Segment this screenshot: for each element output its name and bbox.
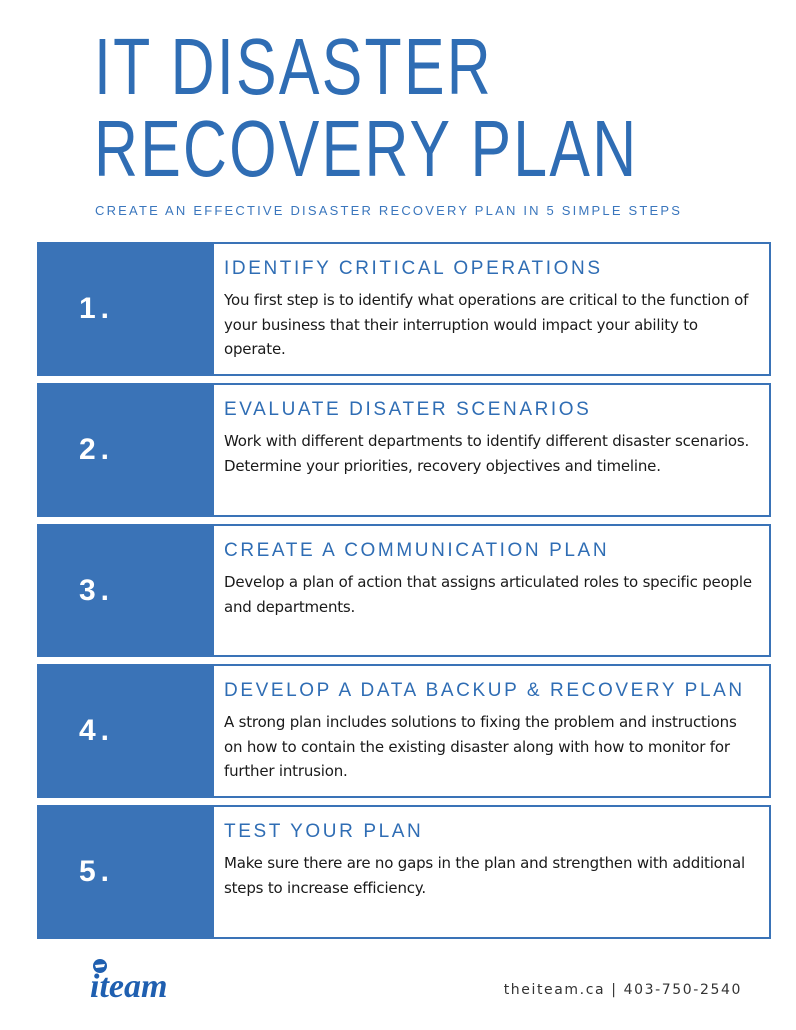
step-number-box <box>39 385 214 515</box>
step-content <box>224 680 759 784</box>
step-number: 4. <box>79 714 115 747</box>
step-number-box <box>39 526 214 655</box>
step-number-box <box>39 244 214 374</box>
iteam-logo <box>88 955 168 1007</box>
step-description: Work with different departments to identify different disaster scenarios. Determine your priorities, recovery objectives and timeline. <box>224 432 750 475</box>
step-content <box>224 540 759 619</box>
step-card-2 <box>37 383 771 517</box>
step-title: IDENTIFY CRITICAL OPERATIONS <box>224 258 603 279</box>
step-title: TEST YOUR PLAN <box>224 821 424 842</box>
step-number-box <box>39 807 214 937</box>
step-card-1 <box>37 242 771 376</box>
step-content <box>224 821 759 900</box>
step-description: Develop a plan of action that assigns articulated roles to specific people and departments. <box>224 573 752 616</box>
page-title <box>94 22 639 193</box>
step-title: DEVELOP A DATA BACKUP & RECOVERY PLAN <box>224 680 745 701</box>
footer-contact: theiteam.ca | 403-750-2540 <box>503 982 742 998</box>
step-title: EVALUATE DISATER SCENARIOS <box>224 399 592 420</box>
step-card-5 <box>37 805 771 939</box>
step-content <box>224 258 759 362</box>
step-description: Make sure there are no gaps in the plan and strengthen with additional steps to increase efficiency. <box>224 854 745 897</box>
step-number: 1. <box>79 292 115 325</box>
step-number: 5. <box>79 855 115 888</box>
page-title-line-2: RECOVERY PLAN <box>94 104 639 193</box>
step-title: CREATE A COMMUNICATION PLAN <box>224 540 610 561</box>
step-number-box <box>39 666 214 796</box>
step-description: You first step is to identify what operations are critical to the function of your business that their interruption would impact your ability to operate. <box>224 291 749 358</box>
page-subtitle: CREATE AN EFFECTIVE DISASTER RECOVERY PLAN IN 5 SIMPLE STEPS <box>95 203 683 218</box>
page-title-line-1: IT DISASTER <box>94 22 493 111</box>
step-content <box>224 399 759 478</box>
step-card-4 <box>37 664 771 798</box>
step-number: 2. <box>79 433 115 466</box>
step-number: 3. <box>79 573 115 607</box>
step-card-3 <box>37 524 771 657</box>
steps-list <box>37 242 771 939</box>
logo-wordmark: iteam <box>90 968 168 1005</box>
step-description: A strong plan includes solutions to fixing the problem and instructions on how to contain the existing disaster along with how to monitor for further intrusion. <box>224 713 737 780</box>
